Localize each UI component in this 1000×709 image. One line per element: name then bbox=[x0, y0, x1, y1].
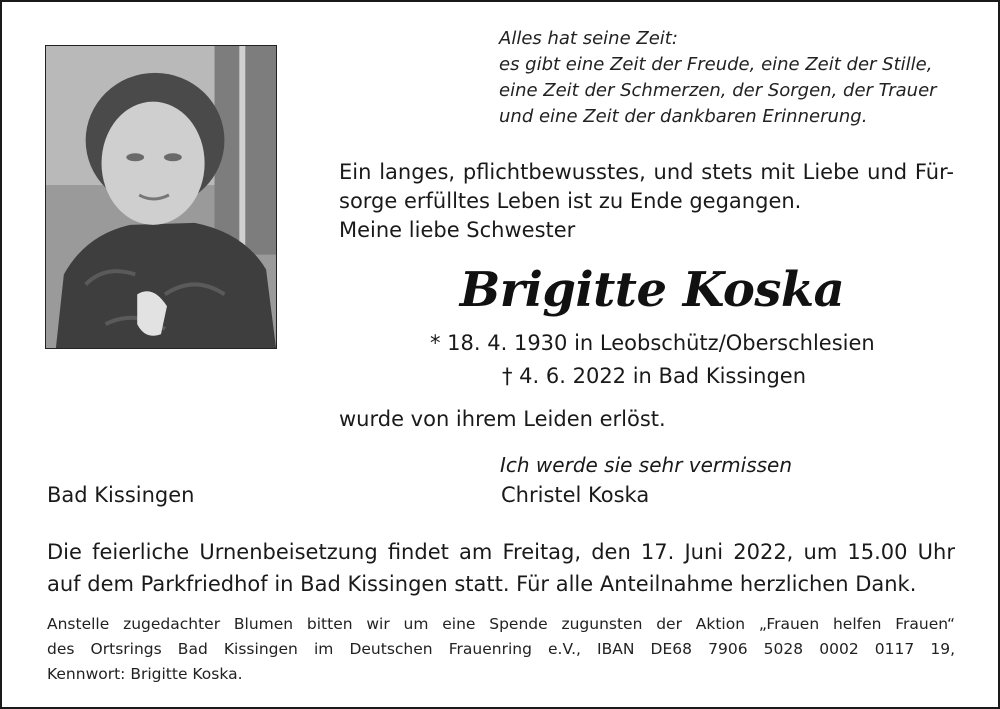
funeral-details bbox=[47, 536, 955, 600]
motto-line: es gibt eine Zeit der Freude, eine Zeit der Stille, bbox=[499, 54, 933, 75]
mourner-name: Christel Koska bbox=[501, 483, 650, 507]
motto-line: und eine Zeit der dankbaren Erinnerung. bbox=[499, 106, 868, 127]
relieved-text: wurde von ihrem Leiden erlöst. bbox=[339, 407, 666, 431]
donation-line: des Ortsrings Bad Kissingen im Deutschen Frauenring e.V., IBAN DE68 7906 5028 0002 0117 19, bbox=[47, 640, 955, 658]
death-line: † 4. 6. 2022 in Bad Kissingen bbox=[502, 364, 807, 388]
motto-quote bbox=[499, 26, 959, 130]
funeral-line: auf dem Parkfriedhof in Bad Kissingen statt. Für alle Anteilnahme herzlichen Dank. bbox=[47, 572, 917, 596]
intro-line: Ein langes, pflichtbewusstes, und stets mit Liebe und Für- bbox=[339, 160, 954, 184]
mourner-place: Bad Kissingen bbox=[47, 483, 195, 507]
funeral-line: Die feierliche Urnenbeisetzung findet am Freitag, den 17. Juni 2022, um 15.00 Uhr bbox=[47, 540, 955, 564]
portrait-image bbox=[46, 46, 276, 348]
birth-line: * 18. 4. 1930 in Leobschütz/Oberschlesien bbox=[430, 331, 875, 355]
intro-line: sorge erfülltes Leben ist zu Ende gegangen. bbox=[339, 189, 802, 213]
intro-text bbox=[339, 158, 954, 245]
donation-line: Anstelle zugedachter Blumen bitten wir um eine Spende zugunsten der Aktion „Frauen helfen Frauen“ bbox=[47, 615, 955, 633]
mourner-message: Ich werde sie sehr vermissen bbox=[500, 453, 793, 477]
donation-line: Kennwort: Brigitte Koska. bbox=[47, 665, 243, 683]
portrait-photo bbox=[45, 45, 277, 349]
motto-line: Alles hat seine Zeit: bbox=[499, 28, 678, 49]
intro-line: Meine liebe Schwester bbox=[339, 218, 576, 242]
motto-line: eine Zeit der Schmerzen, der Sorgen, der Trauer bbox=[499, 80, 937, 101]
deceased-name: Brigitte Koska bbox=[459, 262, 845, 318]
donation-request bbox=[47, 612, 955, 687]
